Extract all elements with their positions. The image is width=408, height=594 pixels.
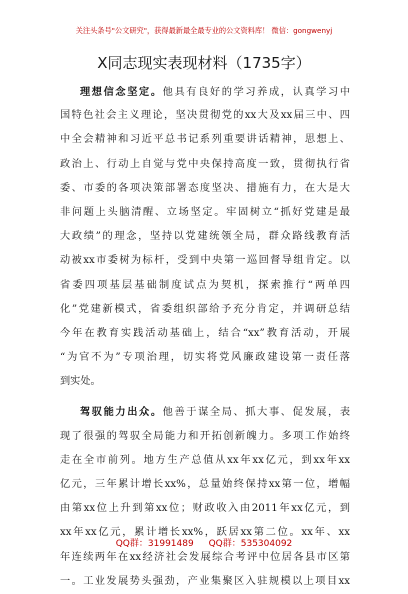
line-text: “为官不为”专项治理，切实将党风廉政建设第一责任落 — [60, 352, 350, 364]
line-text: 亿元，三年累计增长xx%，总量始终保持xx第一位，增幅 — [60, 479, 350, 490]
paragraph-line — [60, 298, 350, 322]
document-title: X同志现实表现材料（1735字） — [97, 54, 311, 72]
line-text: 化”党建新模式，省委组织部给予充分肯定，并调研总结 — [60, 303, 350, 315]
line-text: 他具有良好的学习养成，认真学习中 — [162, 87, 350, 98]
paragraph-line — [60, 225, 350, 249]
line-text: 中全会精神和习近平总书记系列重要讲话精神，思想上、 — [60, 134, 350, 146]
paragraph-line — [60, 425, 350, 449]
paragraph-line — [60, 473, 350, 497]
paragraph-line — [60, 80, 350, 104]
paragraph-line — [60, 370, 350, 394]
paragraph-ideals — [60, 80, 350, 394]
line-text: xx年xx亿元，累计增长xx%，跃居xx第二位。xx年、xx — [60, 527, 350, 539]
paragraph-line — [60, 128, 350, 152]
paragraph-line — [60, 153, 350, 177]
line-text: 由第xx位上升到第xx位；财政收入由2011年xx亿元，到 — [60, 503, 350, 515]
line-text: 委、市委的各项决策部署态度坚决、措施有力，在大是大 — [60, 182, 350, 194]
footer-qq-group-1: QQ群：31991489 — [115, 539, 194, 549]
paragraph-line — [60, 346, 350, 370]
paragraph-line — [60, 177, 350, 201]
line-text: 大政绩”的理念，坚持以党建统领全局，群众路线教育活 — [60, 231, 350, 243]
footer-qq-group-2: QQ群：535304092 — [208, 539, 293, 549]
line-text: 一。工业发展势头强劲，产业集聚区入驻规模以上项目xx — [60, 575, 350, 587]
line-text: 动被xx市委树为标杆，受到中央第一巡回督导组肯定。以 — [60, 255, 350, 267]
line-text: 他善于谋全局、抓大事、促发展，表 — [162, 407, 350, 419]
line-text: 非问题上头脑清醒、立场坚定。牢固树立“抓好党建是最 — [60, 206, 350, 218]
paragraph-line — [60, 497, 350, 521]
paragraph-line — [60, 322, 350, 346]
line-text: 年连续两年在xx经济社会发展综合考评中位居各县市区第 — [60, 551, 350, 563]
paragraph-line — [60, 201, 350, 225]
line-text: 省委四项基层基础制度试点为契机，探索推行“两单四 — [60, 279, 350, 291]
line-text: 政治上、行动上自觉与党中央保持高度一致，贯彻执行省 — [60, 158, 350, 170]
paragraph-line — [60, 449, 350, 473]
paragraph-leadership — [60, 400, 350, 594]
footer — [0, 536, 408, 549]
line-text: 今年在教育实践活动基础上，结合“xx”教育活动，开展 — [60, 327, 350, 339]
line-text: 到实处。 — [60, 376, 101, 388]
paragraph-line — [60, 249, 350, 273]
paragraph-line — [60, 400, 350, 424]
paragraph-line — [60, 546, 350, 570]
paragraph-lead: 理想信念坚定。 — [80, 86, 163, 98]
header-note: 关注头条号"公文研究"，获得最新最全最专业的公文资料库！ 微信：gongwenyj — [75, 26, 333, 35]
paragraph-line — [60, 274, 350, 298]
paragraph-lead: 驾驭能力出众。 — [80, 406, 163, 419]
document-body — [60, 80, 350, 594]
line-text: 国特色社会主义理论，坚决贯彻党的xx大及xx届三中、四 — [60, 110, 350, 122]
paragraph-line — [60, 104, 350, 128]
line-text: 走在全市前列。地方生产总值从xx年xx亿元，到xx年xx — [60, 454, 350, 466]
line-text: 现了很强的驾驭全局能力和开拓创新魄力。多项工作始终 — [60, 430, 350, 442]
paragraph-line — [60, 570, 350, 594]
